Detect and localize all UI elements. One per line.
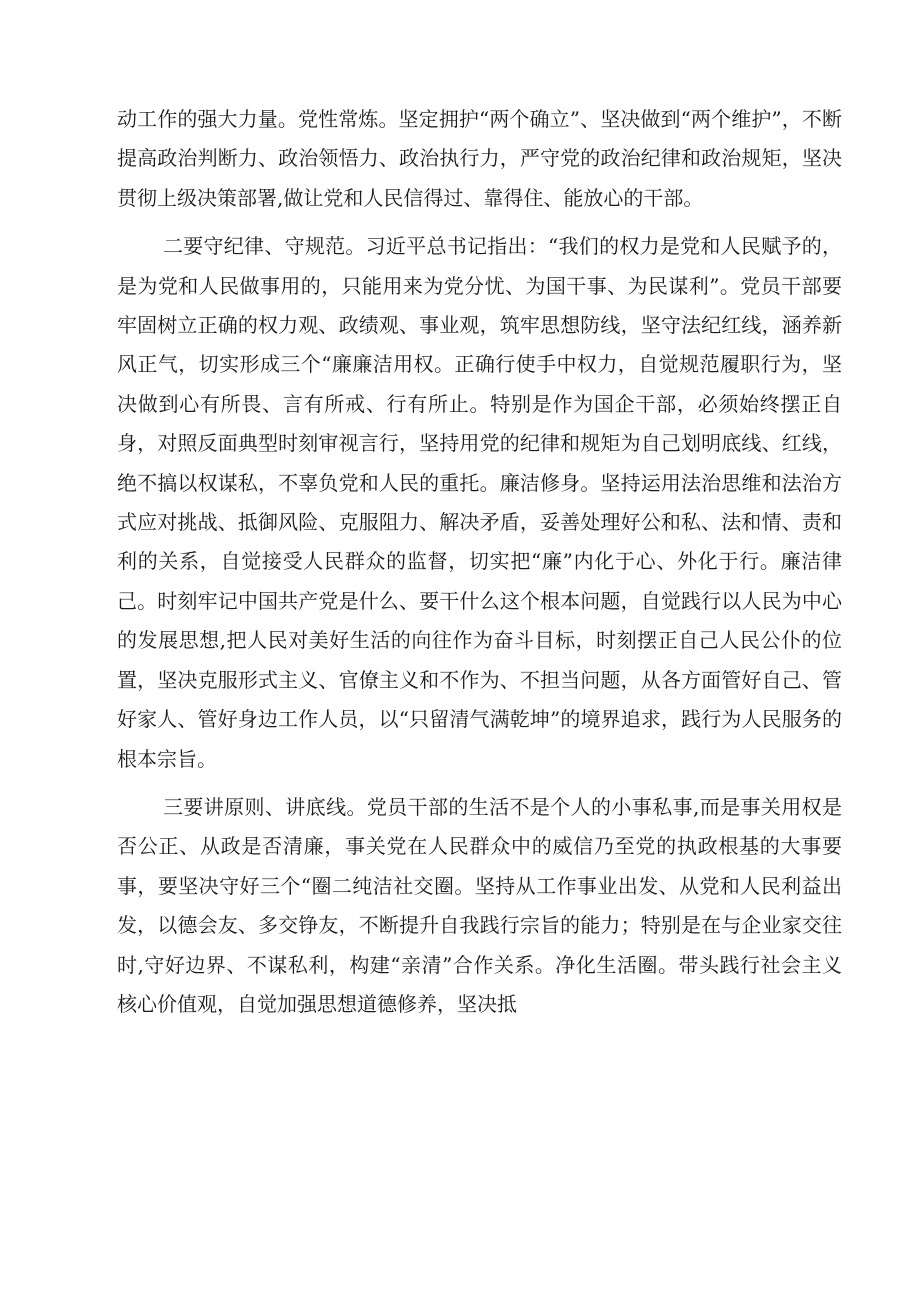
paragraph-3: 三要讲原则、讲底线。党员干部的生活不是个人的小事私事,而是事关用权是否公正、从政是否清廉，事关党在人民群众中的威信乃至党的执政根基的大事要事，要坚决守好三个“圈二纯洁社交圈。坚持从工作事业出发、从党和人民利益出发，以德会友、多交铮友，不断提升自我践行宗旨的能力；特别是在与企业家交往时,守好边界、不谋私利，构建“亲清”合作关系。净化生活圈。带头践行社会主义核心价值观，自觉加强思想道德修养，坚决抵 — [117, 794, 842, 1016]
paragraph-2: 二要守纪律、守规范。习近平总书记指出：“我们的权力是党和人民赋予的，是为党和人民做事用的，只能用来为党分忧、为国干事、为民谋利”。党员干部要牢固树立正确的权力观、政绩观、事业观，筑牢思想防线，坚守法纪红线，涵养新风正气，切实形成三个“廉廉洁用权。正确行使手中权力，自觉规范履职行为，坚决做到心有所畏、言有所戒、行有所止。特别是作为国企干部，必须始终摆正自身，对照反面典型时刻审视言行，坚持用党的纪律和规矩为自己划明底线、红线，绝不搞以权谋私，不辜负党和人民的重托。廉洁修身。坚持运用法治思维和法治方式应对挑战、抵御风险、克服阻力、解决矛盾，妥善处理好公和私、法和情、责和利的关系，自觉接受人民群众的监督，切实把“廉”内化于心、外化于行。廉洁律己。时刻牢记中国共产党是什么、要干什么这个根本问题，自觉践行以人民为中心的发展思想,把人民对美好生活的向往作为奋斗目标，时刻摆正自己人民公仆的位置，坚决克服形式主义、官僚主义和不作为、不担当问题，从各方面管好自己、管好家人、管好身边工作人员，以“只留清气满乾坤”的境界追求，践行为人民服务的根本宗旨。 — [117, 234, 842, 771]
paragraph-1: 动工作的强大力量。党性常炼。坚定拥护“两个确立”、坚决做到“两个维护”，不断提高政治判断力、政治领悟力、政治执行力，严守党的政治纪律和政治规矩，坚决贯彻上级决策部署,做让党和人民信得过、靠得住、能放心的干部。 — [117, 107, 842, 210]
document-body — [117, 100, 842, 1033]
